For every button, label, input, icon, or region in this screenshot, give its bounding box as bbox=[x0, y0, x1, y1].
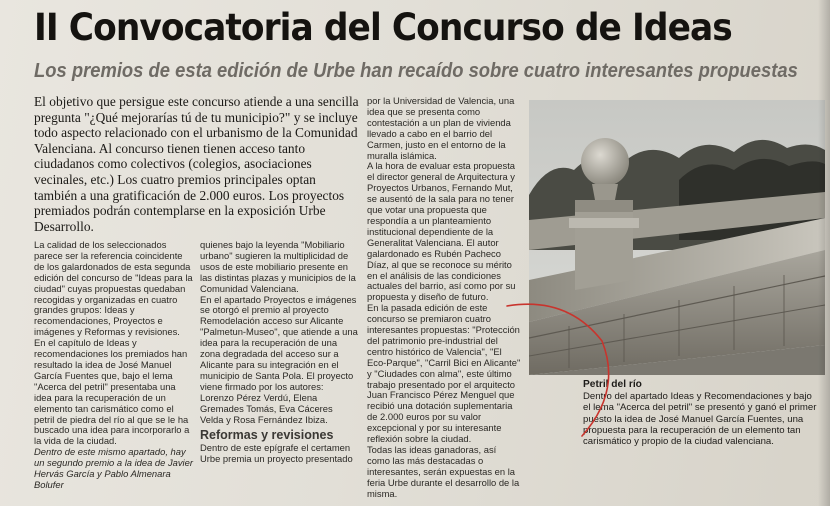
column2-paragraph-1: quienes bajo la leyenda "Mobiliario urbano" sugieren la multiplicidad de usos de este mobiliario presente en las distintas plazas y municipios de la Comunidad Valenciana. bbox=[200, 239, 356, 294]
intro-paragraph: El objetivo que persigue este concurso atiende a una sencilla pregunta "¿Qué mejorarías tú de tu municipio?" y se incluye todo aspecto relacionado con el urbanismo de la Comunidad Valenciana. Al concurso tienen tienen acceso tanto ciudadanos como colectivos (colegios, asociaciones vecinales, etc.) Los cuatro premios principales optan también a una gratificación de 2.000 euros. Los proyectos premiados podrán contemplarse en la exposición Urbe Desarrollo. bbox=[34, 94, 359, 234]
text-column-3 bbox=[367, 96, 521, 500]
parapet-illustration bbox=[529, 100, 825, 375]
river-parapet-photo bbox=[529, 100, 825, 375]
column2-paragraph-3: Dentro de este epígrafe el certamen Urbe premia un proyecto presentado bbox=[200, 442, 353, 465]
photo-caption-text: Dentro del apartado Ideas y Recomendaciones y bajo el lema "Acerca del petril" se presentó y ganó el primer puesto la idea de José Manuel García Fuentes, una propuesta para la recuperación de un elemento tan carismático y propio de la ciudad valenciana. bbox=[583, 391, 817, 448]
article-headline: II Convocatoria del Concurso de Ideas bbox=[34, 6, 732, 49]
column1-paragraph-1: La calidad de los seleccionados parece ser la referencia coincidente de los galardonados de esta segunda edición del concurso de "Ideas para la ciudad" cuyas propuestas quedaban recogidas y organizadas en cuatro grandes grupos: Ideas y recomendaciones, Proyectos e imágenes y Reformas y revisiones. bbox=[34, 239, 193, 338]
column2-paragraph-2: En el apartado Proyectos e imágenes se otorgó el premio al proyecto Remodelación acceso sur Alicante "Palmetun-Museo", que atiende a una idea para la recuperación de una zona degradada del acceso sur a Alicante para su integración en el municipio de Santa Pola. El proyecto viene firmado por los autores: Lorenzo Pérez Verdú, Elena Gremades Tomás, Eva Cáceres Velda y Rosa Fernández Ibiza. bbox=[200, 293, 358, 425]
column3-paragraph-4: Todas las ideas ganadoras, así como las más destacadas o interesantes, serán expuestas en la feria Urbe durante el desarrollo de la misma. bbox=[367, 444, 520, 499]
column3-paragraph-1: por la Universidad de Valencia, una idea que se presenta como contestación a un plan de vivienda llevado a cabo en el barrio del Carmen, justo en el entorno de la muralla islámica. bbox=[367, 95, 515, 161]
photo-caption-title: Petril del río bbox=[583, 379, 642, 390]
section-title-reformas: Reformas y revisiones bbox=[200, 428, 334, 443]
text-column-1 bbox=[34, 240, 194, 491]
page-edge-shadow bbox=[818, 0, 830, 506]
text-column-2 bbox=[200, 240, 358, 465]
column3-paragraph-2: A la hora de evaluar esta propuesta el director general de Arquitectura y Proyectos Urbanos, Fernando Mut, se ausentó de la sala para no tener que votar una propuesta que respondía a un planteamiento institucional dependiente de la Generalitat Valenciana. El autor galardonado es Rubén Pacheco Díaz, al que se reconoce su mérito en el análisis de las condiciones actuales del barrio, así como por su propuesta y diseño de futuro. bbox=[367, 160, 516, 303]
column3-paragraph-3: En la pasada edición de este concurso se premiaron cuatro interesantes propuestas: "Protección del patrimonio pre-industrial del centro histórico de Valencia", "El Eco-Parque", "Carril Bici en Alicante" y "Ciudades con alma", este último trabajo presentado por el arquitecto Juan Francisco Pérez Menguel que recibió una dotación suplementaria de 2.000 euros por su valor excepcional y por su interesante reflexión sobre la ciudad. bbox=[367, 302, 521, 445]
article-subheadline: Los premios de esta edición de Urbe han recaído sobre cuatro interesantes propuestas bbox=[34, 60, 798, 82]
column1-paragraph-3: Dentro de este mismo apartado, hay un segundo premio a la idea de Javier Hervás García y Pablo Almenara Bolufer bbox=[34, 446, 193, 490]
column1-paragraph-2: En el capítulo de Ideas y recomendaciones los premiados han resultado la idea de José Manuel García Fuentes que, bajo el lema "Acerca del petril" presentaba una idea para la recuperación de un elemento tan carismático como el petril de piedra del río al que se le ha buscado una idea para incorporarlo a la vida de la ciudad. bbox=[34, 337, 190, 447]
